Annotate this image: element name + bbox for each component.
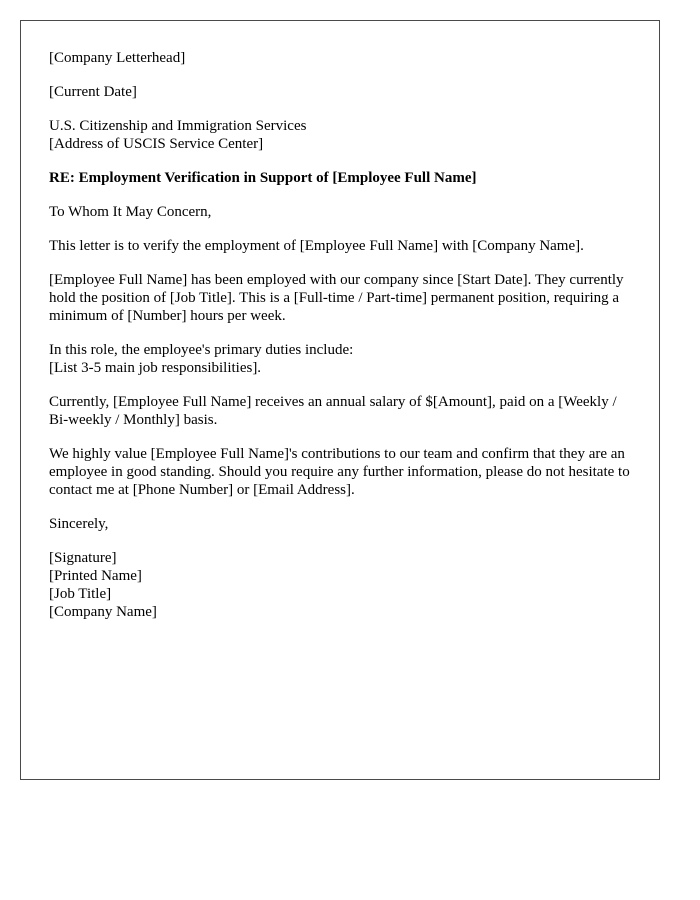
salutation: To Whom It May Concern, [49, 204, 212, 220]
body-paragraph-duties [49, 341, 631, 377]
printed-name: [Printed Name] [49, 568, 142, 584]
signature-block [49, 549, 631, 621]
recipient-address [49, 117, 631, 153]
letter-page [20, 20, 660, 780]
signature: [Signature] [49, 550, 117, 566]
subject-line: RE: Employment Verification in Support of [Employee Full Name] [49, 170, 477, 186]
recipient-line-2: [Address of USCIS Service Center] [49, 136, 264, 152]
signer-job-title: [Job Title] [49, 586, 112, 602]
duties-list-placeholder: [List 3-5 main job responsibilities]. [49, 360, 262, 376]
letterhead: [Company Letterhead] [49, 50, 186, 66]
signer-company-name: [Company Name] [49, 604, 157, 620]
body-paragraph-closing-remarks: We highly value [Employee Full Name]'s contributions to our team and confirm that they are an employee in good standing. Should you require any further information, please do not hesitate to contact me at [Phone Number] or [Email Address]. [49, 446, 630, 498]
body-paragraph-verification: This letter is to verify the employment of [Employee Full Name] with [Company Name]. [49, 238, 584, 254]
body-paragraph-employment: [Employee Full Name] has been employed with our company since [Start Date]. They currently hold the position of [Job Title]. This is a [Full-time / Part-time] permanent position, requiring a minimum of [Number] hours per week. [49, 272, 624, 324]
body-paragraph-salary: Currently, [Employee Full Name] receives an annual salary of $[Amount], paid on a [Weekly / Bi-weekly / Monthly] basis. [49, 394, 617, 428]
duties-intro: In this role, the employee's primary duties include: [49, 342, 354, 358]
closing: Sincerely, [49, 516, 109, 532]
recipient-line-1: U.S. Citizenship and Immigration Services [49, 118, 307, 134]
letter-date: [Current Date] [49, 84, 137, 100]
